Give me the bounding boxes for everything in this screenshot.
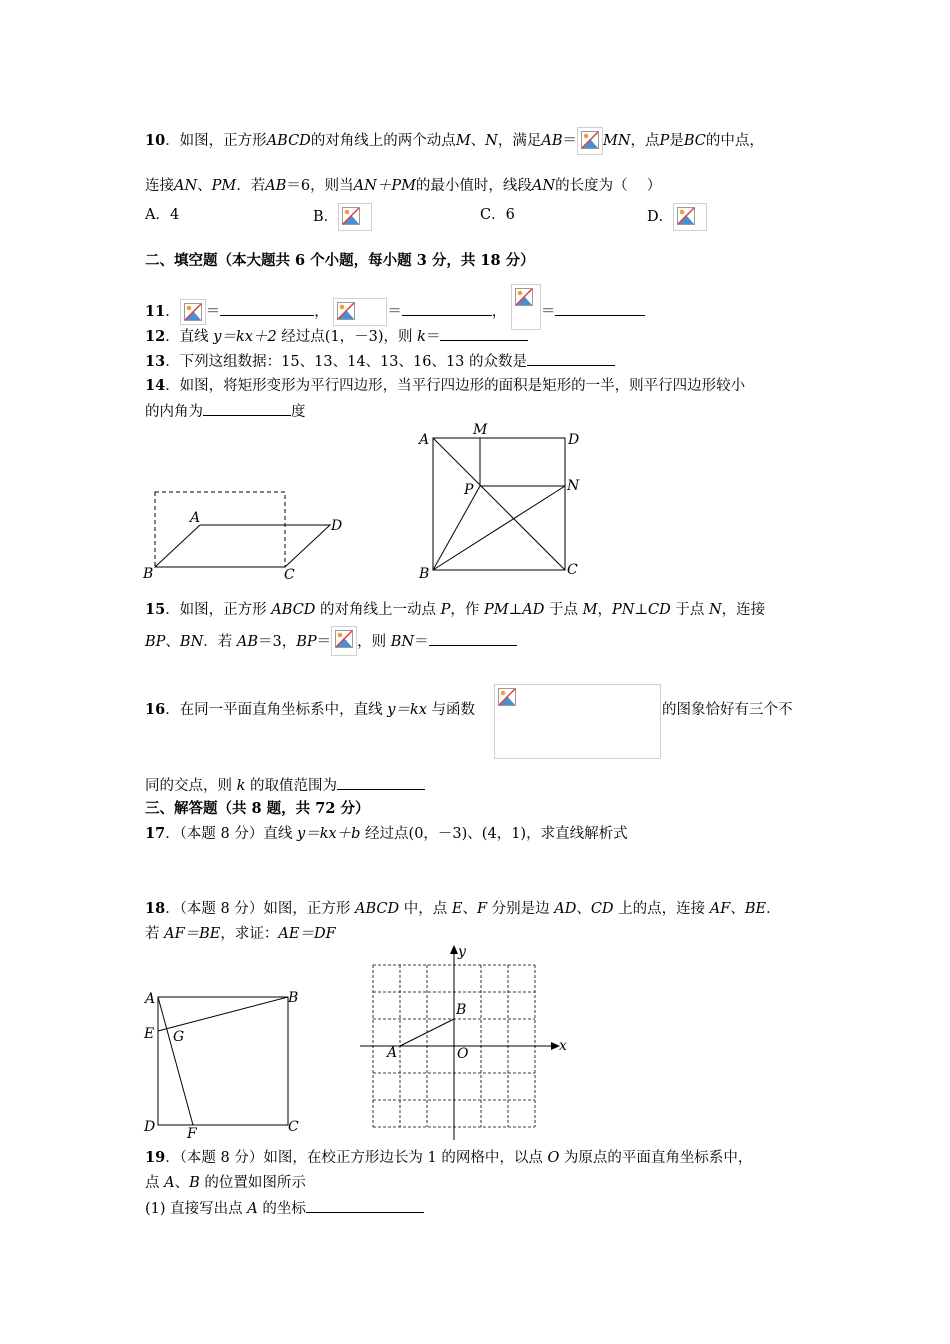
label-a: A <box>419 432 430 448</box>
label-b: B <box>143 566 154 582</box>
figure-18-square <box>140 985 310 1140</box>
question-10-line1: 10．如图，正方形ABCD的对角线上的两个动点M、N，满足AB＝ MN，点P是BC的中点， <box>145 127 764 155</box>
question-16-line2: 同的交点，则 k 的取值范围为 <box>145 775 425 796</box>
missing-formula-image <box>331 626 357 656</box>
question-number: 10 <box>145 132 166 149</box>
label-g: G <box>173 1029 185 1045</box>
square-abcd <box>158 997 288 1125</box>
label-a: A <box>145 991 156 1007</box>
missing-formula-image <box>577 127 603 155</box>
question-18-line1: 18．（本题 8 分）如图，正方形 ABCD 中，点 E、F 分别是边 AD、CD 上的点，连接 AF、BE． <box>145 900 781 917</box>
answer-blank[interactable] <box>306 1198 424 1213</box>
missing-formula-image <box>511 284 541 330</box>
segment-be <box>158 997 288 1031</box>
label-y: y <box>458 944 466 960</box>
answer-blank[interactable] <box>337 775 425 790</box>
label-p: P <box>464 482 474 498</box>
broken-image-icon <box>677 207 695 225</box>
parallelogram <box>155 525 330 567</box>
dashed-rectangle <box>155 492 285 567</box>
label-m: M <box>473 422 488 438</box>
missing-formula-image <box>333 298 387 326</box>
segment-af <box>158 997 193 1125</box>
option-b: B． <box>313 203 372 231</box>
label-c: C <box>288 1119 299 1135</box>
question-17: 17．（本题 8 分）直线 y＝kx＋b 经过点(0，－3)、(4，1)，求直线解析式 <box>145 825 628 842</box>
label-c: C <box>567 562 578 578</box>
label-d: D <box>568 432 580 448</box>
missing-formula-image <box>180 299 206 325</box>
question-16-line1: 16．在同一平面直角坐标系中，直线 y＝kx 与函数 <box>145 701 476 718</box>
figure-19-grid <box>360 940 575 1145</box>
section-heading: 三、解答题（共 8 题，共 72 分） <box>145 800 370 817</box>
answer-blank[interactable] <box>440 326 528 341</box>
question-11: 11． ＝ ， ＝ ， ＝ <box>145 284 645 330</box>
question-19-sub1: (1) 直接写出点 A 的坐标 <box>145 1198 424 1219</box>
answer-blank[interactable] <box>527 351 615 366</box>
label-d: D <box>144 1119 156 1135</box>
question-18-line2: 若 AF＝BE，求证：AE＝DF <box>145 926 336 942</box>
question-15-line1: 15．如图，正方形 ABCD 的对角线上一动点 P，作 PM⊥AD 于点 M，PN⊥CD 于点 N，连接 <box>145 601 766 618</box>
label-b: B <box>419 566 430 582</box>
label-a: A <box>190 510 201 526</box>
label-e: E <box>144 1026 155 1042</box>
question-12: 12．直线 y＝kx＋2 经过点(1，－3)，则 k＝ <box>145 326 528 347</box>
question-16-tail: 的图象恰好有三个不 <box>662 702 793 718</box>
label-b: B <box>288 990 299 1006</box>
y-axis-arrow <box>450 945 458 954</box>
question-14-line1: 14．如图，将矩形变形为平行四边形，当平行四边形的面积是矩形的一半，则平行四边形较小 <box>145 377 746 394</box>
answer-blank[interactable] <box>429 631 517 646</box>
label-c: C <box>284 567 295 583</box>
broken-image-icon <box>335 630 353 648</box>
label-f: F <box>187 1126 197 1140</box>
option-c: C．6 <box>480 207 515 223</box>
section-heading: 二、填空题（本大题共 6 个小题，每小题 3 分，共 18 分） <box>145 252 535 269</box>
segment-bn <box>433 486 565 570</box>
missing-formula-image <box>673 203 707 231</box>
question-19-line1: 19．（本题 8 分）如图，在校正方形边长为 1 的网格中，以点 O 为原点的平面直角坐标系中， <box>145 1149 753 1166</box>
broken-image-icon <box>184 303 202 321</box>
label-o: O <box>457 1046 469 1062</box>
question-19-line2: 点 A、B 的位置如图所示 <box>145 1175 306 1191</box>
figure-14-parallelogram <box>135 480 360 585</box>
answer-blank[interactable] <box>220 301 314 316</box>
label-d: D <box>331 518 343 534</box>
broken-image-icon <box>498 688 516 706</box>
broken-image-icon <box>581 131 599 149</box>
broken-image-icon <box>515 288 533 306</box>
figure-15-square <box>410 420 590 585</box>
question-15-line2: BP、BN．若 AB＝3，BP＝ ，则 BN＝ <box>145 626 517 656</box>
broken-image-icon <box>337 302 355 320</box>
label-a: A <box>387 1045 398 1061</box>
missing-function-image <box>494 684 661 759</box>
label-b: B <box>456 1002 467 1018</box>
label-n: N <box>567 478 580 494</box>
missing-formula-image <box>338 203 372 231</box>
option-a: A．4 <box>145 207 180 223</box>
broken-image-icon <box>342 207 360 225</box>
question-13: 13．下列这组数据：15、13、14、13、16、13 的众数是 <box>145 351 615 372</box>
diagonal-ac <box>433 438 565 570</box>
option-d: D． <box>647 203 707 231</box>
answer-blank[interactable] <box>402 301 492 316</box>
label-x: x <box>559 1038 567 1054</box>
question-10-line2: 连接AN、PM．若AB＝6，则当AN＋PM的最小值时，线段AN的长度为（ ） <box>145 178 662 194</box>
answer-blank[interactable] <box>203 401 291 416</box>
question-14-line2: 的内角为 度 <box>145 401 306 422</box>
segment-bp <box>433 486 480 570</box>
answer-blank[interactable] <box>555 301 645 316</box>
